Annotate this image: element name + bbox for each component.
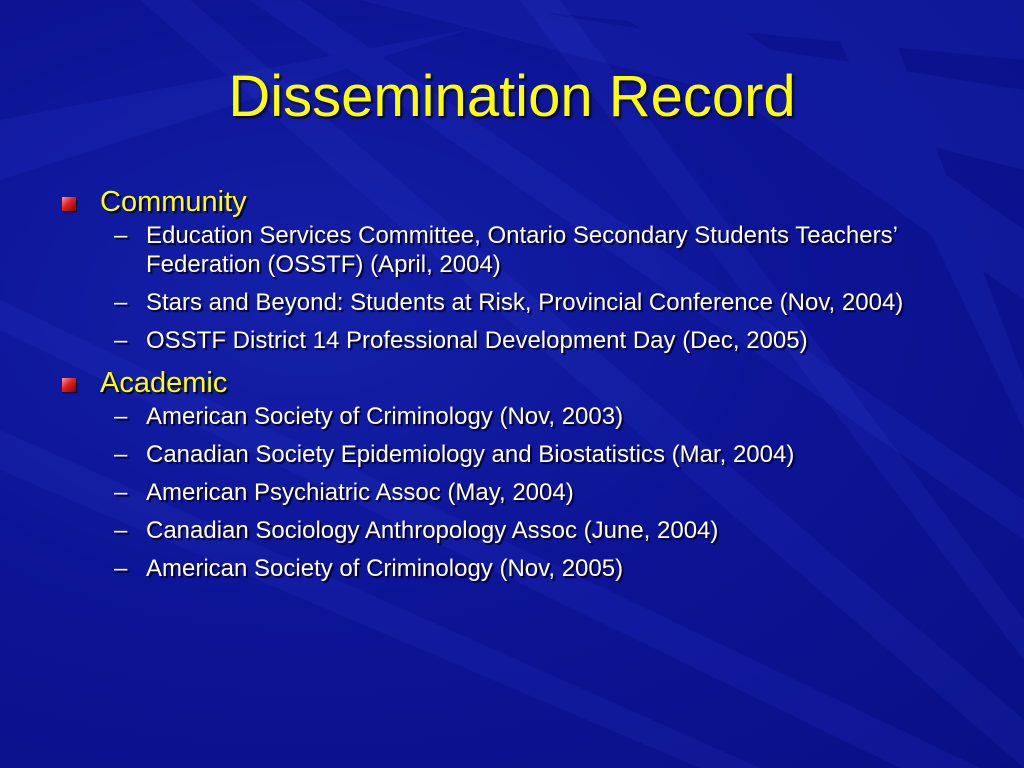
list-item-text: Canadian Society Epidemiology and Biostatistics (Mar, 2004) xyxy=(146,441,795,468)
section-academic xyxy=(62,364,982,583)
slide-body xyxy=(62,183,982,592)
list-item-text: Stars and Beyond: Students at Risk, Provincial Conference (Nov, 2004) xyxy=(146,289,904,316)
section-heading-label: Community xyxy=(100,186,247,218)
section-heading-label: Academic xyxy=(100,367,228,399)
list-item xyxy=(62,221,982,279)
dash-bullet: – xyxy=(114,479,128,506)
dash-bullet: – xyxy=(114,222,128,249)
dash-bullet: – xyxy=(114,327,128,354)
list-item xyxy=(62,326,982,355)
list-item xyxy=(62,478,982,507)
list-item-text: American Society of Criminology (Nov, 2005) xyxy=(146,555,624,582)
section-heading xyxy=(62,364,982,402)
red-square-bullet-icon xyxy=(62,197,76,211)
slide-title: Dissemination Record xyxy=(228,64,796,129)
community-items-list xyxy=(62,221,982,355)
list-item xyxy=(62,402,982,431)
section-community xyxy=(62,183,982,355)
list-item-text: American Psychiatric Assoc (May, 2004) xyxy=(146,479,574,506)
academic-items-list xyxy=(62,402,982,583)
dash-bullet: – xyxy=(114,403,128,430)
list-item xyxy=(62,516,982,545)
list-item-text: Education Services Committee, Ontario Secondary Students Teachers’ Federation (OSSTF) (April, 2004) xyxy=(146,222,898,278)
list-item-text: OSSTF District 14 Professional Development Day (Dec, 2005) xyxy=(146,327,808,354)
list-item xyxy=(62,288,982,317)
list-item xyxy=(62,554,982,583)
dash-bullet: – xyxy=(114,555,128,582)
dash-bullet: – xyxy=(114,517,128,544)
dash-bullet: – xyxy=(114,289,128,316)
section-heading xyxy=(62,183,982,221)
red-square-bullet-icon xyxy=(62,378,76,392)
list-item xyxy=(62,440,982,469)
list-item-text: American Society of Criminology (Nov, 2003) xyxy=(146,403,624,430)
list-item-text: Canadian Sociology Anthropology Assoc (June, 2004) xyxy=(146,517,719,544)
dash-bullet: – xyxy=(114,441,128,468)
